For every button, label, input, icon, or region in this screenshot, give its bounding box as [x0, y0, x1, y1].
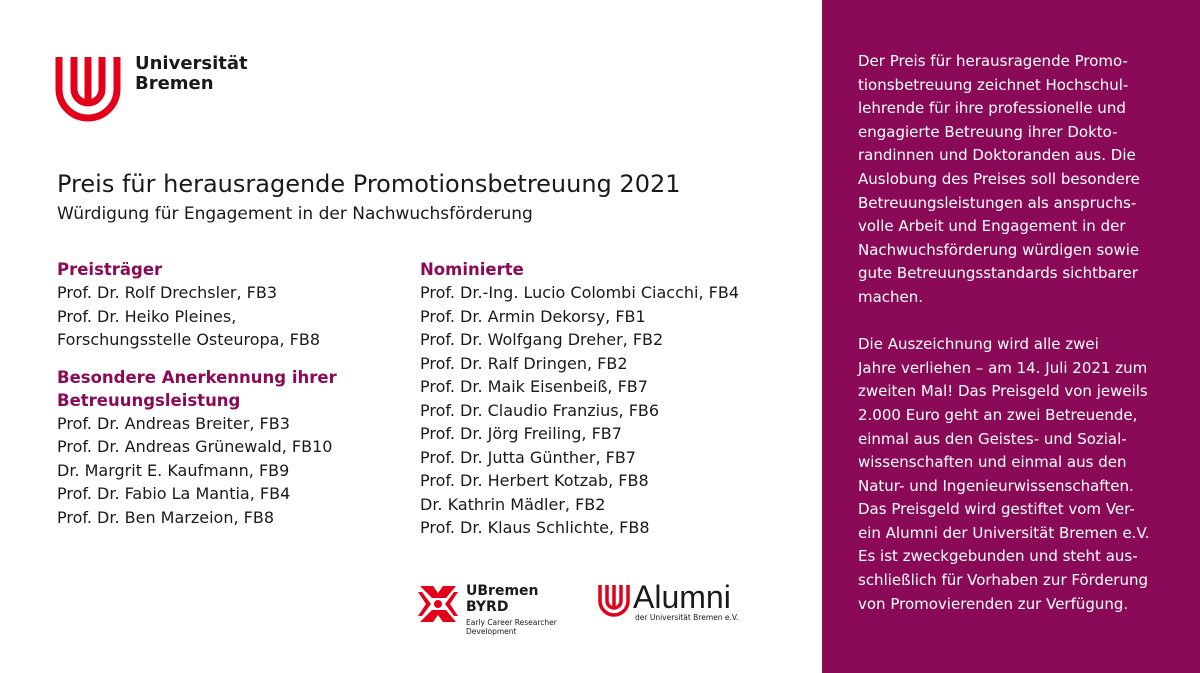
heading-anerkennung-1: Besondere Anerkennung ihrer	[57, 367, 337, 387]
text-line: Auslobung des Preises soll besondere	[858, 169, 1140, 188]
page-title: Preis für herausragende Promotionsbetreuung 2021	[57, 170, 681, 198]
anerkennung-block	[57, 366, 337, 530]
text-line: Der Preis für herausragende Promo-	[858, 52, 1128, 70]
text-line: lehrende für ihre professionelle und	[858, 99, 1126, 118]
alumni-u-icon	[597, 584, 631, 618]
list-item: Prof. Dr. Jutta Günther, FB7	[420, 447, 636, 467]
text-line: Natur- und Ingenieurwissenschaften.	[858, 476, 1134, 495]
text-line: randinnen und Doktoranden aus. Die	[858, 146, 1136, 165]
list-item: Prof. Dr. Claudio Franzius, FB6	[420, 400, 660, 420]
info-panel	[822, 0, 1200, 673]
text-line: Jahre verliehen – am 14. Juli 2021 zum	[858, 358, 1148, 377]
preistraeger-list	[57, 281, 337, 352]
list-item: Prof. Dr. Rolf Drechsler, FB3	[57, 283, 278, 302]
list-item: Prof. Dr. Fabio La Mantia, FB4	[57, 484, 291, 503]
university-logo-text	[135, 54, 248, 94]
list-item: Prof. Dr. Wolfgang Dreher, FB2	[420, 330, 664, 349]
byrd-line-4: Development	[466, 627, 517, 636]
text-line: ein Alumni der Universität Bremen e.V.	[858, 523, 1150, 542]
text-line: tionsbetreuung zeichnet Hochschul-	[858, 75, 1129, 94]
text-line: einmal aus den Geistes- und Sozial-	[858, 429, 1127, 448]
byrd-line-1: UBremen	[466, 583, 539, 599]
list-item: Prof. Dr. Jörg Freiling, FB7	[420, 424, 622, 443]
uni-bremen-u-icon	[54, 55, 122, 123]
text-line: Betreuungsleistungen als anspruchs-	[858, 193, 1137, 212]
heading-preistraeger: Preisträger	[57, 260, 163, 279]
anerkennung-list	[57, 412, 337, 530]
alumni-word: Alumni	[633, 579, 731, 615]
text-line: Nachwuchsförderung würdigen sowie	[858, 240, 1140, 259]
text-line: gute Betreuungsstandards sichtbarer	[858, 264, 1138, 283]
list-item: Prof. Dr. Andreas Breiter, FB3	[57, 413, 290, 433]
list-item: Prof. Dr. Armin Dekorsy, FB1	[420, 306, 646, 326]
heading-nominierte: Nominierte	[420, 260, 524, 279]
list-item: Prof. Dr. Herbert Kotzab, FB8	[420, 471, 649, 490]
text-line: schließlich für Vorhaben zur Förderung	[858, 571, 1149, 590]
byrd-logo	[418, 583, 568, 643]
heading-anerkennung-2: Betreuungsleistung	[57, 390, 241, 410]
text-line: wissenschaften und einmal aus den	[858, 453, 1127, 472]
left-column	[57, 258, 337, 529]
nominierte-list	[420, 281, 739, 540]
text-line: von Promovierenden zur Verfügung.	[858, 594, 1129, 613]
list-item: Prof. Dr. Ben Marzeion, FB8	[57, 507, 275, 527]
list-item: Prof. Dr. Ralf Dringen, FB2	[420, 353, 628, 373]
list-item: Forschungsstelle Osteuropa, FB8	[57, 330, 321, 349]
info-paragraph-1	[858, 50, 1188, 310]
byrd-line-2: BYRD	[466, 599, 509, 615]
list-item: Prof. Dr. Maik Eisenbeiß, FB7	[420, 377, 648, 396]
logo-line-2: Bremen	[135, 73, 214, 94]
byrd-cross-icon	[418, 584, 458, 624]
list-item: Prof. Dr. Klaus Schlichte, FB8	[420, 518, 650, 537]
list-item: Prof. Dr. Heiko Pleines,	[57, 306, 237, 326]
text-line: Das Preisgeld wird gestiftet vom Ver-	[858, 500, 1135, 519]
alumni-subtitle: der Universität Bremen e.V.	[635, 613, 739, 622]
byrd-text	[466, 583, 557, 636]
text-line: machen.	[858, 287, 924, 306]
text-line: Es ist zweckgebunden und steht aus-	[858, 547, 1138, 566]
text-line: Die Auszeichnung wird alle zwei	[858, 335, 1099, 354]
text-line: 2.000 Euro geht an zwei Betreuende,	[858, 405, 1138, 424]
text-line: engagierte Betreuung ihrer Dokto-	[858, 122, 1118, 141]
list-item: Prof. Dr. Andreas Grünewald, FB10	[57, 437, 333, 456]
logo-line-1: Universität	[135, 53, 248, 74]
info-paragraph-2	[858, 333, 1188, 616]
alumni-logo	[597, 579, 757, 624]
byrd-line-3: Early Career Researcher	[466, 618, 557, 627]
list-item: Prof. Dr.-Ing. Lucio Colombi Ciacchi, FB4	[420, 283, 739, 302]
right-column	[420, 258, 739, 540]
text-line: zweiten Mal! Das Preisgeld von jeweils	[858, 382, 1148, 401]
text-line: volle Arbeit und Engagement in der	[858, 217, 1126, 236]
list-item: Dr. Kathrin Mädler, FB2	[420, 494, 606, 514]
page-subtitle: Würdigung für Engagement in der Nachwuchsförderung	[57, 204, 533, 224]
info-panel-text	[858, 50, 1188, 616]
list-item: Dr. Margrit E. Kaufmann, FB9	[57, 460, 290, 480]
